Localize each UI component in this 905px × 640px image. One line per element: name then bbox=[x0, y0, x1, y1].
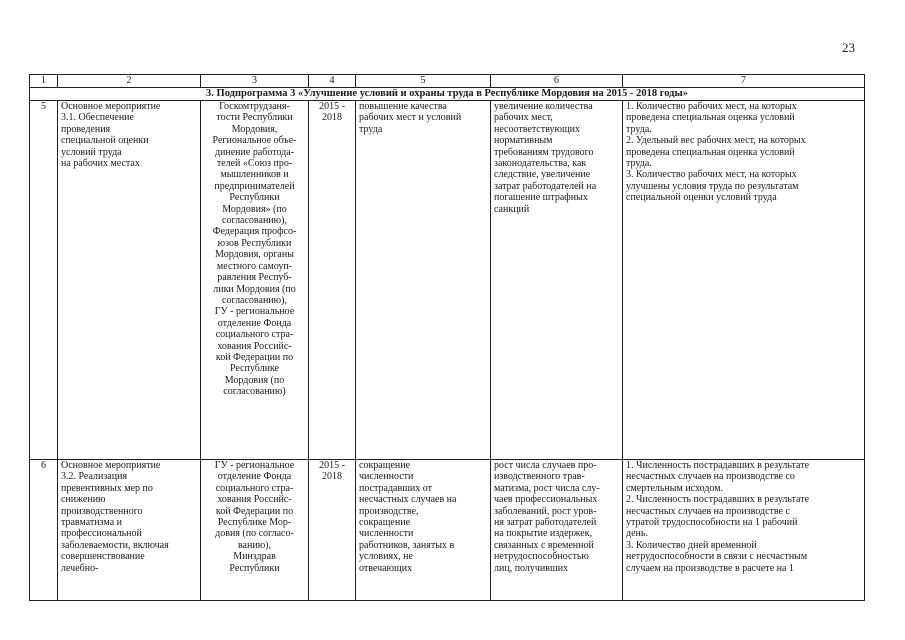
text-line: несчастных случаев на производстве со bbox=[626, 471, 795, 483]
text-line: хования Российс- bbox=[217, 494, 292, 506]
executors-cell bbox=[201, 460, 309, 601]
section-title: 3. Подпрограмма 3 «Улучшение условий и охраны труда в Республике Мордовия на 2015 - 2018 годы» bbox=[30, 88, 865, 101]
result-cell bbox=[356, 460, 491, 601]
text-line: Республики bbox=[229, 192, 280, 204]
section-row bbox=[30, 88, 865, 101]
text-line: 2. Удельный вес рабочих мест, на которых bbox=[626, 135, 806, 147]
text-line: динение работода- bbox=[214, 146, 295, 158]
text-line: производстве, bbox=[359, 505, 419, 517]
text-line: требованиям трудового bbox=[494, 146, 594, 158]
text-line: Региональное объе- bbox=[212, 135, 297, 147]
text-line: отвечающих bbox=[359, 562, 413, 574]
text-line: следствие, увеличение bbox=[494, 169, 591, 181]
text-line: юзов Республики bbox=[217, 237, 292, 249]
text-line: телей «Союз про- bbox=[216, 158, 293, 170]
text-line: Мордовия, bbox=[231, 123, 278, 135]
consequences-cell bbox=[491, 460, 623, 601]
text-line: условий труда bbox=[61, 146, 122, 158]
text-line: лики Мордовия (по bbox=[213, 283, 296, 295]
text-line: 3. Количество рабочих мест, на которых bbox=[626, 169, 797, 181]
text-line: отделение Фонда bbox=[217, 471, 292, 483]
column-number: 4 bbox=[309, 75, 356, 88]
text-line: связанных с временной bbox=[494, 539, 594, 551]
text-line: проведения bbox=[61, 123, 111, 135]
page-number: 23 bbox=[842, 40, 855, 55]
text-line: улучшены условия труда по результатам bbox=[626, 180, 799, 192]
text-line: ня затрат работодателей bbox=[494, 517, 597, 529]
column-number: 1 bbox=[30, 75, 58, 88]
consequences-cell bbox=[491, 101, 623, 460]
text-line: 1. Численность пострадавших в результате bbox=[626, 460, 810, 471]
text-line: лечебно- bbox=[61, 562, 99, 574]
text-line: социального стра- bbox=[215, 482, 294, 494]
program-table bbox=[29, 74, 865, 601]
table-row bbox=[30, 460, 865, 601]
table-row bbox=[30, 101, 865, 460]
text-line: 2018 bbox=[322, 112, 342, 124]
text-line: 3. Количество дней временной bbox=[626, 539, 757, 551]
text-line: чаев профессиональных bbox=[494, 494, 598, 506]
text-line: Республике bbox=[229, 363, 279, 375]
text-line: кой Федерации по bbox=[215, 351, 294, 363]
text-line: труда. bbox=[626, 158, 652, 170]
text-line: 2015 - bbox=[319, 101, 345, 112]
text-line: смертельным исходом. bbox=[626, 482, 724, 494]
text-line: тости Республики bbox=[216, 112, 293, 124]
indicators-cell bbox=[623, 101, 865, 460]
text-line: превентивных мер по bbox=[61, 482, 153, 494]
column-number: 3 bbox=[201, 75, 309, 88]
text-line: заболеваний, рост уров- bbox=[494, 505, 597, 517]
executors-cell bbox=[201, 101, 309, 460]
text-line: 2015 - bbox=[319, 460, 345, 471]
text-line: согласованию), bbox=[222, 215, 287, 227]
text-line: утратой трудоспособности на 1 рабочий bbox=[626, 517, 798, 529]
text-line: рабочих мест и условий bbox=[359, 112, 462, 124]
text-line: ГУ - региональное bbox=[214, 306, 295, 318]
text-line: Федерация профсо- bbox=[212, 226, 297, 238]
text-line: согласованию), bbox=[222, 294, 287, 306]
text-line: нетрудоспособности в связи с несчастным bbox=[626, 551, 808, 563]
text-line: Республике Мор- bbox=[217, 517, 292, 529]
text-line: несоответствующих bbox=[494, 123, 581, 135]
text-line: Основное мероприятие bbox=[61, 460, 161, 471]
text-line: проведена специальная оценка условий bbox=[626, 146, 795, 158]
text-line: ванию), bbox=[237, 539, 272, 551]
text-line: пострадавших от bbox=[359, 482, 433, 494]
text-line: специальной оценки bbox=[61, 135, 149, 147]
text-line: повышение качества bbox=[359, 101, 447, 112]
text-line: равления Респуб- bbox=[217, 272, 292, 284]
column-number: 6 bbox=[491, 75, 623, 88]
text-line: 3.2. Реализация bbox=[61, 471, 128, 483]
text-line: численности bbox=[359, 528, 414, 540]
text-line: нормативным bbox=[494, 135, 553, 147]
text-line: 1. Количество рабочих мест, на которых bbox=[626, 101, 797, 112]
result-cell bbox=[356, 101, 491, 460]
text-line: санкций bbox=[494, 203, 530, 215]
column-number: 5 bbox=[356, 75, 491, 88]
text-line: работников, занятых в bbox=[359, 539, 455, 551]
text-line: Мордовия, органы bbox=[215, 249, 294, 261]
text-line: Республики bbox=[229, 562, 280, 574]
text-line: 3.1. Обеспечение bbox=[61, 112, 134, 124]
text-line: увеличение количества bbox=[494, 101, 593, 112]
text-line: снижению bbox=[61, 494, 106, 506]
period-cell bbox=[309, 101, 356, 460]
text-line: кой Федерации по bbox=[215, 505, 294, 517]
row-number: 5 bbox=[30, 101, 58, 460]
column-numbers-row bbox=[30, 75, 865, 88]
text-line: несчастных случаев на производстве с bbox=[626, 505, 790, 517]
text-line: труда bbox=[359, 123, 383, 135]
text-line: рост числа случаев про- bbox=[494, 460, 597, 471]
text-line: день. bbox=[626, 528, 648, 540]
text-line: на покрытие издержек, bbox=[494, 528, 593, 540]
text-line: лиц, получивших bbox=[494, 562, 569, 574]
text-line: проведена специальная оценка условий bbox=[626, 112, 795, 124]
text-line: сокращение bbox=[359, 460, 411, 471]
text-line: сокращение bbox=[359, 517, 411, 529]
text-line: заболеваемости, включая bbox=[61, 539, 169, 551]
event-cell bbox=[58, 460, 201, 601]
text-line: Мордовия» (по bbox=[222, 203, 287, 215]
text-line: случаем на производстве в расчете на 1 bbox=[626, 562, 794, 574]
text-line: довия (по согласо- bbox=[215, 528, 294, 540]
text-line: нетрудоспособностью bbox=[494, 551, 589, 563]
column-number: 2 bbox=[58, 75, 201, 88]
period-cell bbox=[309, 460, 356, 601]
column-number: 7 bbox=[623, 75, 865, 88]
text-line: численности bbox=[359, 471, 414, 483]
event-cell bbox=[58, 101, 201, 460]
text-line: 2018 bbox=[322, 471, 342, 483]
text-line: Госкомтрудзаня- bbox=[219, 101, 290, 112]
text-line: несчастных случаев на bbox=[359, 494, 457, 506]
text-line: профессиональной bbox=[61, 528, 142, 540]
text-line: отделение Фонда bbox=[217, 317, 292, 329]
text-line: предпринимателей bbox=[214, 180, 295, 192]
text-line: производственного bbox=[61, 505, 143, 517]
text-line: труда. bbox=[626, 123, 652, 135]
text-line: социального стра- bbox=[215, 329, 294, 341]
text-line: Мордовия (по bbox=[224, 374, 285, 386]
indicators-cell bbox=[623, 460, 865, 601]
text-line: травматизма и bbox=[61, 517, 123, 529]
text-line: погашение штрафных bbox=[494, 192, 588, 204]
text-line: совершенствование bbox=[61, 551, 145, 563]
text-line: изводственного трав- bbox=[494, 471, 585, 483]
text-line: ГУ - региональное bbox=[214, 460, 295, 471]
text-line: матизма, рост числа слу- bbox=[494, 482, 600, 494]
text-line: на рабочих местах bbox=[61, 158, 140, 170]
text-line: Минздрав bbox=[233, 551, 276, 563]
text-line: мышленников и bbox=[220, 169, 289, 181]
text-line: рабочих мест, bbox=[494, 112, 553, 124]
text-line: местного самоуп- bbox=[216, 260, 293, 272]
text-line: законодательства, как bbox=[494, 158, 587, 170]
text-line: хования Российс- bbox=[217, 340, 292, 352]
row-number: 6 bbox=[30, 460, 58, 601]
text-line: Основное мероприятие bbox=[61, 101, 161, 112]
text-line: условиях, не bbox=[359, 551, 413, 563]
text-line: затрат работодателей на bbox=[494, 180, 597, 192]
text-line: специальной оценки условий труда bbox=[626, 192, 777, 204]
text-line: согласованию) bbox=[223, 386, 286, 398]
text-line: 2. Численность пострадавших в результате bbox=[626, 494, 810, 506]
